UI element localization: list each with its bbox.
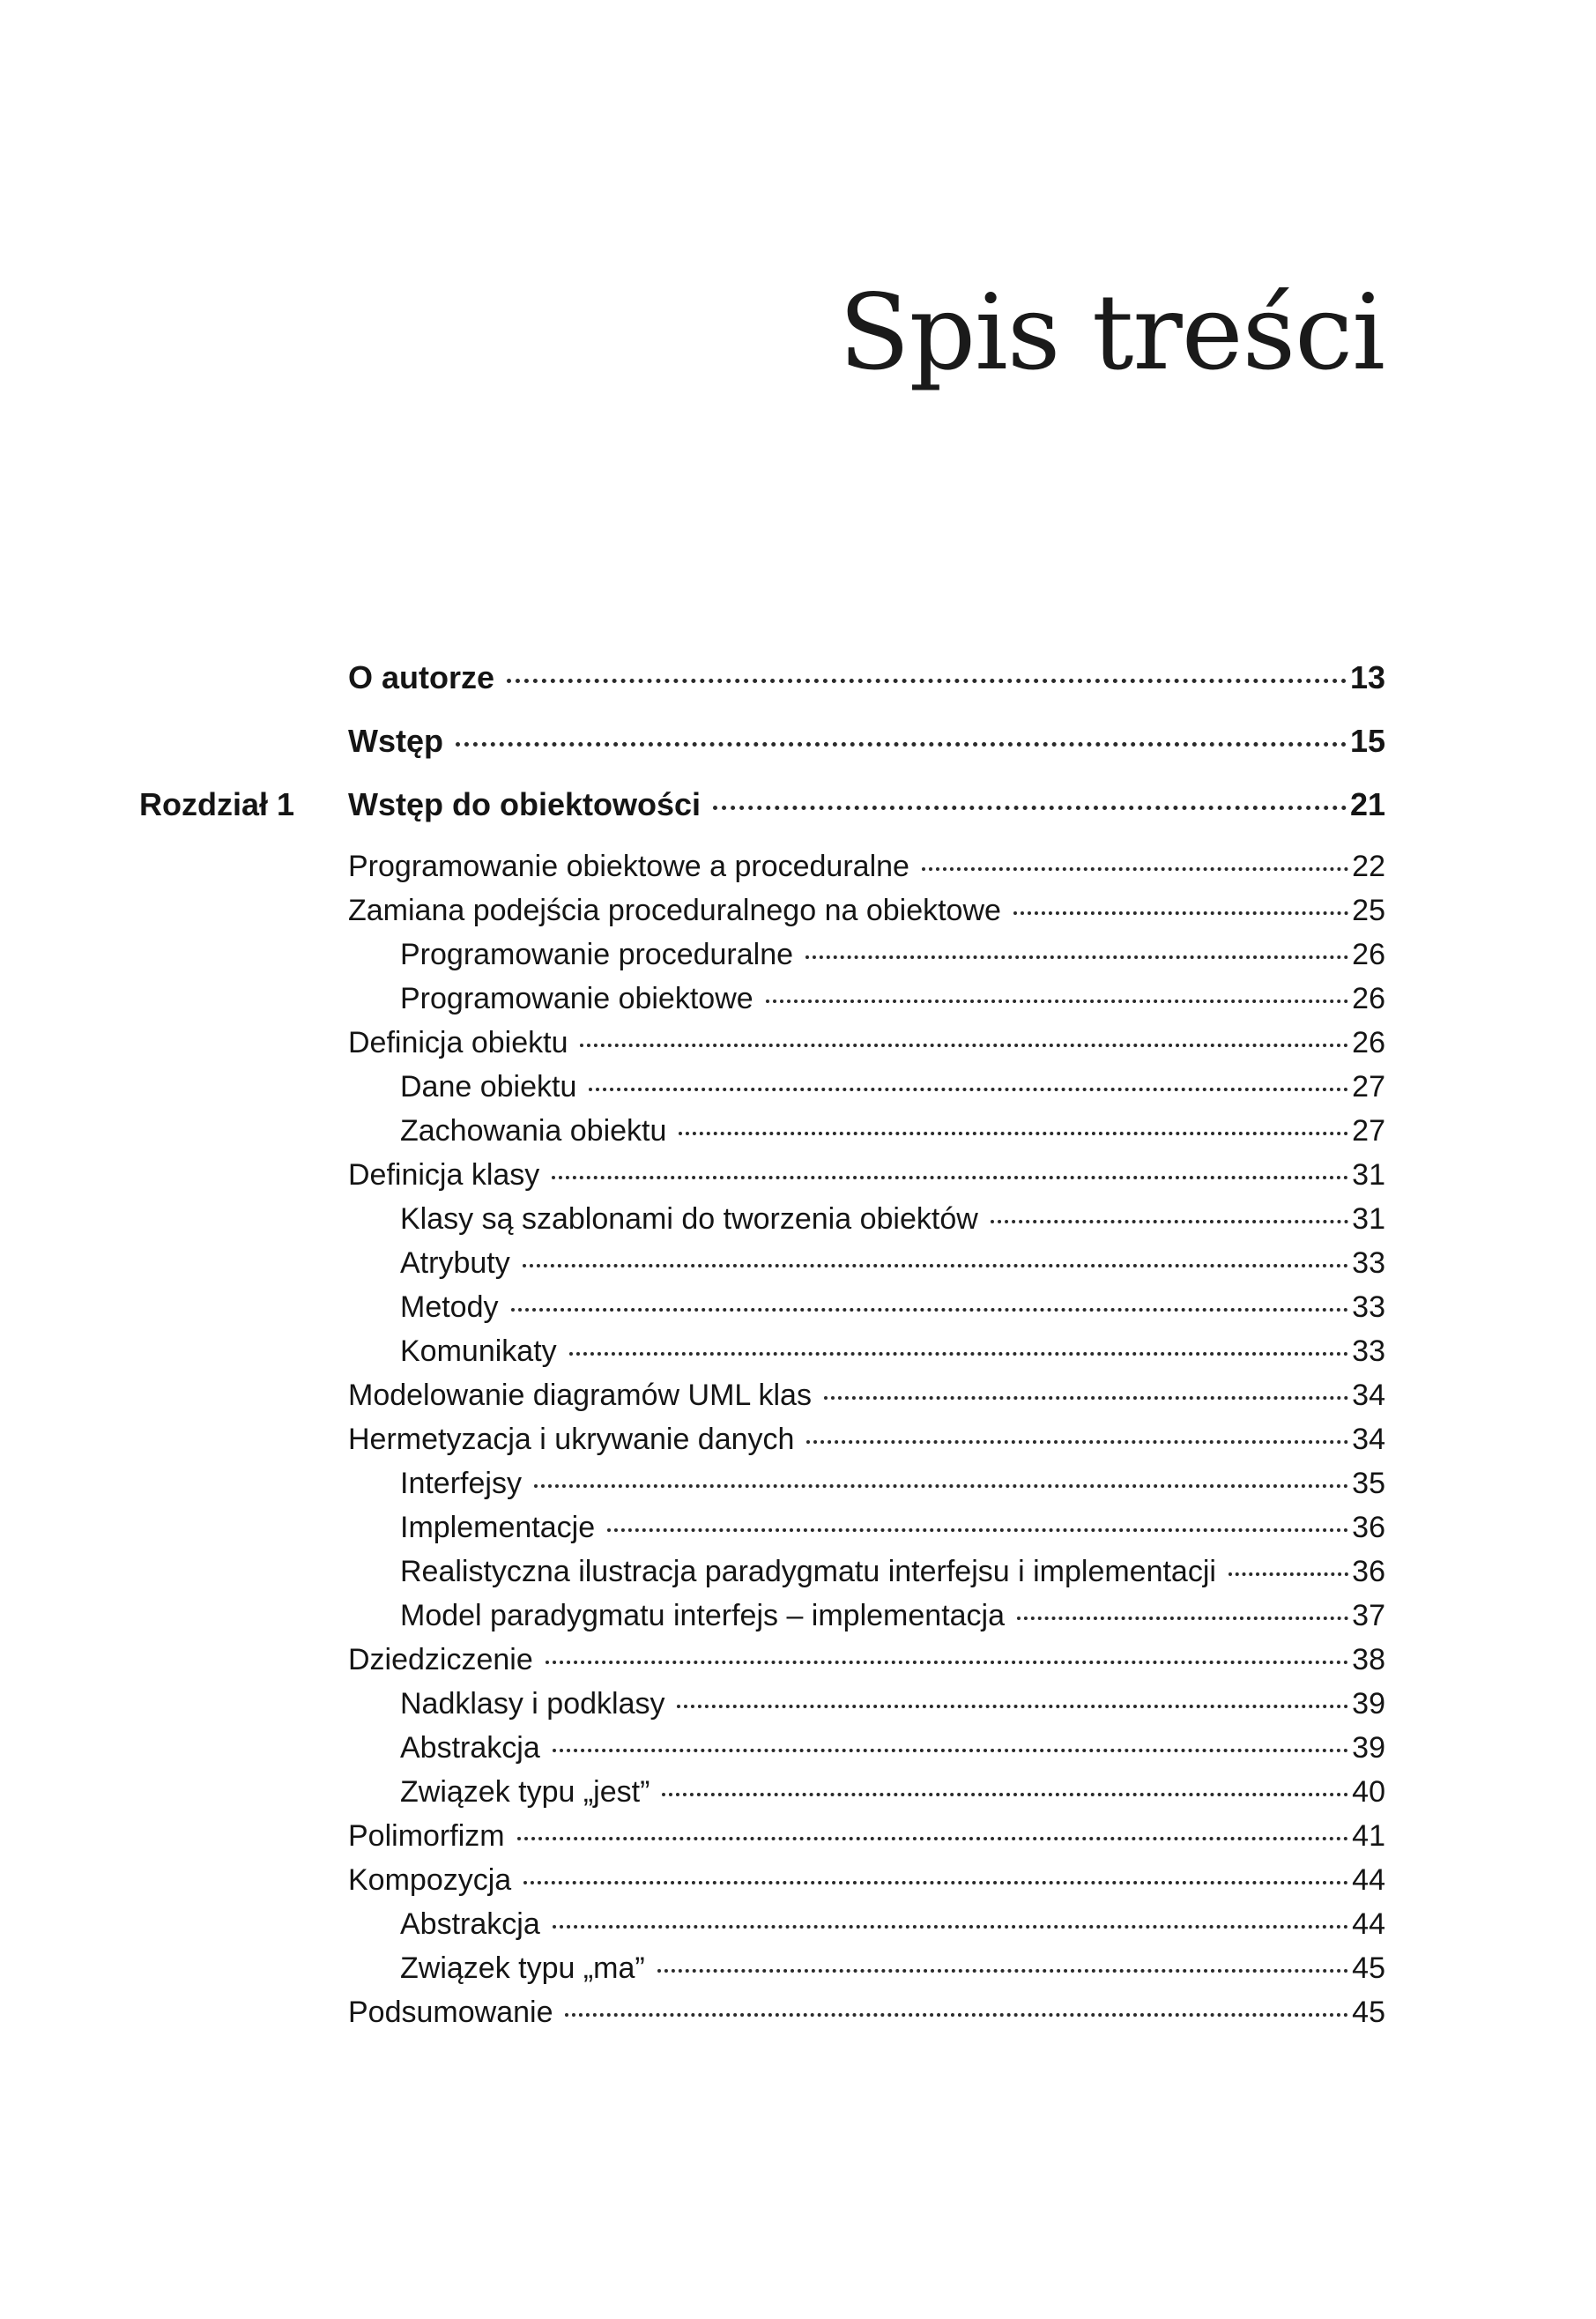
chapter-number: Rozdział 1 [139,786,295,822]
toc-entry [139,1379,1385,1423]
toc-entry-line [400,1334,1385,1369]
toc-entry-label: Modelowanie diagramów UML klas [348,1379,812,1412]
dot-leader [580,1044,1348,1047]
toc-entry-page: 27 [1352,1114,1385,1148]
toc-entry [139,786,1385,850]
dot-leader [511,1308,1349,1312]
dot-leader [534,1484,1348,1488]
toc-entry-label: Podsumowanie [348,1996,553,2029]
dot-leader [991,1220,1348,1223]
dot-leader [523,1881,1348,1884]
toc-entry-line [400,1467,1385,1501]
toc-entry-label: Hermetyzacja i ukrywanie danych [348,1423,795,1456]
toc-entry [139,723,1385,786]
dot-leader [713,806,1347,810]
toc-entry-page: 31 [1352,1202,1385,1236]
toc-entry-label: Model paradygmatu interfejs – implementacja [400,1599,1006,1632]
dot-leader [806,1440,1348,1444]
dot-leader [546,1661,1348,1664]
toc-entry-label: Dane obiektu [400,1070,577,1104]
toc-entry-page: 41 [1352,1819,1385,1853]
toc-entry-label: Definicja obiektu [348,1026,568,1059]
dot-leader [1013,911,1348,915]
toc-entry [139,938,1385,982]
toc-entry-page: 26 [1352,982,1385,1015]
toc-entry-label: Atrybuty [400,1246,510,1280]
toc-entry-line [400,1114,1385,1148]
toc-entry-line [400,1246,1385,1281]
toc-entry [139,1511,1385,1555]
dot-leader [766,1000,1349,1003]
toc-entry-label: Komunikaty [400,1334,557,1368]
toc-entry [139,1467,1385,1511]
toc-entry-page: 26 [1352,1026,1385,1059]
toc-entry [139,1334,1385,1379]
toc-entry-label: Abstrakcja [400,1907,540,1941]
dot-leader [517,1837,1349,1840]
toc-entry-page: 34 [1352,1423,1385,1456]
toc-entry-label: Abstrakcja [400,1731,540,1765]
toc-entry-page: 27 [1352,1070,1385,1104]
toc-entry [139,1775,1385,1819]
toc-entry-page: 35 [1352,1467,1385,1500]
toc-entry-line [348,1026,1385,1060]
toc-entry [139,1202,1385,1246]
toc-entry-label: Klasy są szablonami do tworzenia obiektów [400,1202,978,1236]
toc-entry-page: 44 [1352,1863,1385,1897]
toc-entry-label: Polimorfizm [348,1819,505,1853]
toc-entry-label: Zamiana podejścia proceduralnego na obiektowe [348,894,1001,927]
dot-leader [589,1088,1348,1091]
toc-entry-label: Związek typu „jest” [400,1775,650,1809]
toc-entry-page: 44 [1352,1907,1385,1941]
toc-entry-label: Implementacje [400,1511,596,1544]
toc-entry-line [348,1158,1385,1193]
dot-leader [523,1264,1348,1267]
toc-entry-page: 36 [1352,1555,1385,1588]
toc-entry-line [400,1951,1385,1986]
toc-entry [139,1246,1385,1290]
toc-entry-line [348,1423,1385,1457]
toc-entry-label: Dziedziczenie [348,1643,533,1676]
toc-entry-label: Metody [400,1290,499,1324]
toc-entry-page: 38 [1352,1643,1385,1676]
toc-entry-page: 37 [1352,1599,1385,1632]
toc-entry-line [400,1290,1385,1325]
dot-leader [565,2013,1348,2017]
toc-entry-line [348,1643,1385,1677]
toc-entry [139,1114,1385,1158]
toc-entry-label: Realistyczna ilustracja paradygmatu interfejsu i implementacji [400,1555,1216,1588]
toc-entry [139,1731,1385,1775]
toc-entry-page: 33 [1352,1290,1385,1324]
dot-leader [607,1528,1348,1532]
dot-leader [662,1793,1348,1796]
toc-entry [139,1863,1385,1907]
toc-entry-line [348,659,1385,696]
dot-leader [677,1705,1348,1708]
toc-entry-page: 15 [1349,723,1385,759]
toc-entry-page: 36 [1352,1511,1385,1544]
toc-entry-label: Programowanie obiektowe [400,982,753,1015]
toc-entry-label: O autorze [348,659,495,695]
toc-entry-line [348,894,1385,928]
toc-entry-label: Wstęp do obiektowości [348,786,701,822]
dot-leader [1017,1617,1348,1620]
toc-entry-line [400,982,1385,1016]
toc-entry-page: 31 [1352,1158,1385,1192]
toc-entry [139,1643,1385,1687]
toc-entry [139,1599,1385,1643]
toc-entry-label: Wstęp [348,723,443,759]
toc-entry-page: 13 [1349,659,1385,695]
toc-entry-line [348,1379,1385,1413]
toc-entry [139,1907,1385,1951]
toc-entry-page: 40 [1352,1775,1385,1809]
toc-entry [139,1070,1385,1114]
toc-entry-page: 21 [1349,786,1385,822]
toc-entry [139,982,1385,1026]
toc-entry-page: 45 [1352,1996,1385,2029]
toc-entry-page: 25 [1352,894,1385,927]
toc-entry [139,1687,1385,1731]
dot-leader [569,1352,1349,1356]
toc-entry-page: 22 [1352,850,1385,883]
toc-entry-line [348,1819,1385,1854]
toc-entry-label: Programowanie obiektowe a proceduralne [348,850,909,883]
toc-entry [139,1996,1385,2040]
toc-entry-line [400,1599,1385,1633]
toc-entry-line [348,1996,1385,2030]
toc-entry [139,850,1385,894]
dot-leader [1229,1572,1348,1576]
toc-entry-line [348,850,1385,884]
dot-leader [657,1969,1348,1973]
dot-leader [824,1396,1348,1400]
dot-leader [552,1176,1348,1179]
toc-entry-page: 33 [1352,1246,1385,1280]
toc-entry-page: 26 [1352,938,1385,971]
dot-leader [805,955,1348,959]
toc-entry-line [400,1907,1385,1942]
toc-entry [139,894,1385,938]
page-title: Spis treści [838,271,1384,393]
toc-entry [139,1423,1385,1467]
dot-leader [553,1749,1348,1752]
toc-entry-line [400,1511,1385,1545]
toc-entry [139,1819,1385,1863]
toc-entry [139,1951,1385,1996]
dot-leader [679,1132,1348,1135]
toc-entry-line [400,1775,1385,1810]
toc-entry-page: 39 [1352,1687,1385,1721]
toc-entry [139,659,1385,723]
toc-entry-page: 39 [1352,1731,1385,1765]
toc-entry-line [400,1731,1385,1765]
toc-entry-line [400,1555,1385,1589]
toc-entry-label: Zachowania obiektu [400,1114,667,1148]
toc-entry-label: Programowanie proceduralne [400,938,794,971]
toc-entry-label: Kompozycja [348,1863,512,1897]
dot-leader [507,679,1347,683]
toc-entry-line [348,786,1385,823]
dot-leader [456,742,1347,747]
toc-entry-line [348,723,1385,760]
toc-entry [139,1290,1385,1334]
toc-entry-line [400,1070,1385,1104]
toc-entry-label: Nadklasy i podklasy [400,1687,665,1721]
dot-leader [922,867,1348,871]
toc-entry-label: Interfejsy [400,1467,522,1500]
toc-entry-label: Związek typu „ma” [400,1951,645,1985]
toc-entry-line [400,1202,1385,1237]
toc-entry-label: Definicja klasy [348,1158,540,1192]
toc-entry-line [348,1863,1385,1898]
toc-entry-line [400,938,1385,972]
toc-entry-line [400,1687,1385,1721]
toc-entry-page: 45 [1352,1951,1385,1985]
toc-entry [139,1158,1385,1202]
toc-entry [139,1555,1385,1599]
toc-entry-page: 34 [1352,1379,1385,1412]
toc-entry [139,1026,1385,1070]
table-of-contents [139,659,1385,2040]
toc-entry-page: 33 [1352,1334,1385,1368]
dot-leader [553,1925,1348,1929]
